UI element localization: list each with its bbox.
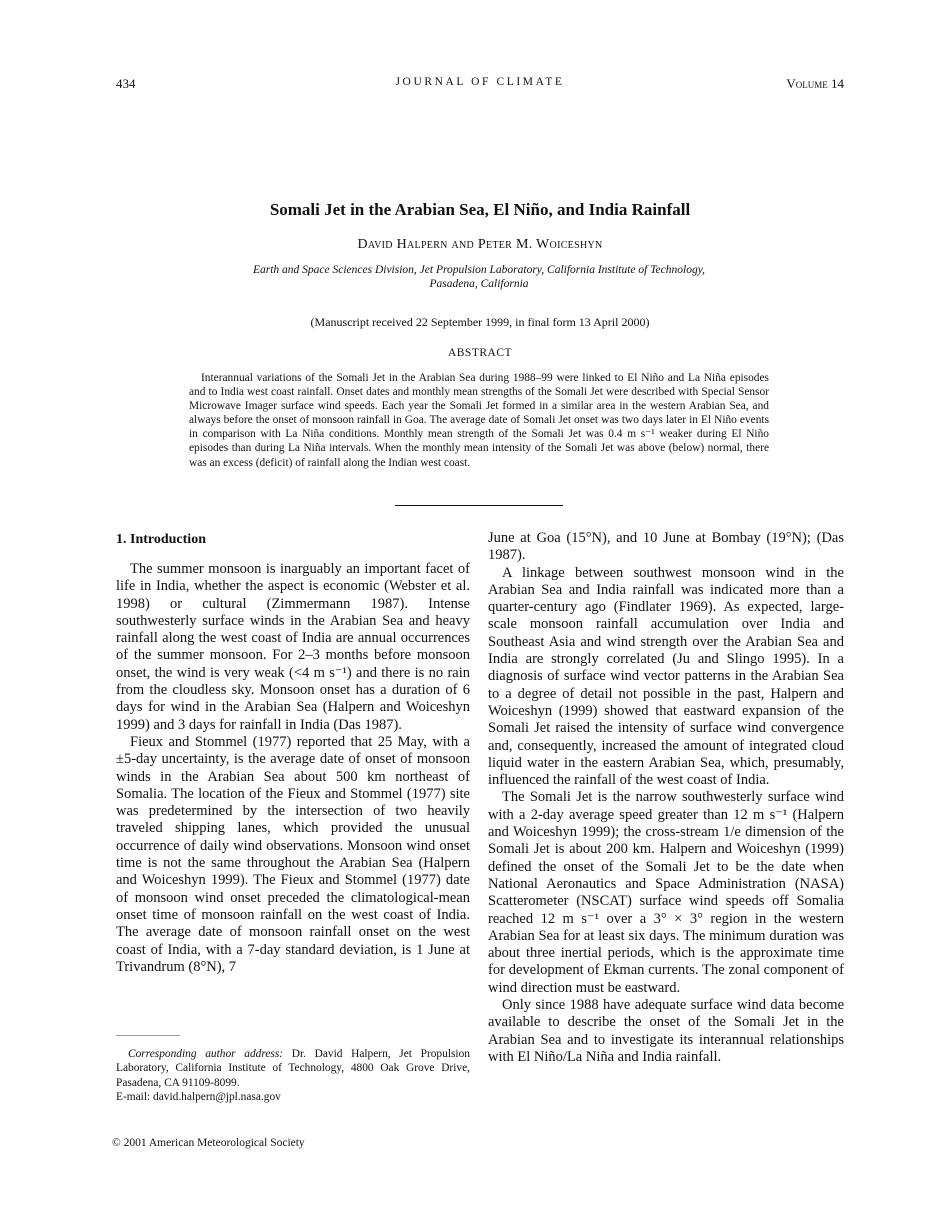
section-divider	[395, 505, 563, 506]
abstract-heading: ABSTRACT	[447, 347, 513, 359]
copyright-notice: © 2001 American Meteorological Society	[112, 1137, 305, 1149]
body-paragraph-continued: June at Goa (15°N), and 10 June at Bombay (19°N); (Das 1987).	[488, 530, 844, 564]
body-paragraph: The summer monsoon is inarguably an important facet of life in India, whether the aspect is economic (Webster et al. 1998) or cultural (Zimmermann 1987). Intense southwesterly surface winds in the Arabian Sea and heavy rainfall along the west coast of India are annual occurrences of the summer monsoon. For 2–3 months before monsoon onset, the wind is very weak (<4 m s⁻¹) and there is no rain from the cloudless sky. Monsoon onset has a duration of 6 days for wind in the Arabian Sea (Halpern and Woiceshyn 1999) and 3 days for rainfall in India (Das 1987).	[116, 561, 470, 733]
corresponding-author-footnote	[116, 1047, 470, 1104]
volume-label: Volume 14	[786, 76, 844, 91]
footnote-email: E-mail: david.halpern@jpl.nasa.gov	[116, 1090, 281, 1103]
page-number: 434	[116, 76, 136, 91]
body-paragraph: A linkage between southwest monsoon wind in the Arabian Sea and India rainfall was indicated more than a quarter-century ago (Findlater 1969). As expected, large-scale monsoon rainfall accumulation over India and Southeast Asia and wind strength over the Arabian Sea and India are strongly correlated (Ju and Slingo 1995). In a diagnosis of surface wind vector patterns in the Arabian Sea to a degree of detail not possible in the past, Halpern and Woiceshyn (1999) showed that eastward expansion of the Somali Jet raised the intensity of surface wind convergence and, consequently, increased the amount of integrated cloud liquid water in the eastern Arabian Sea, which, presumably, influenced the rainfall of the west coast of India.	[488, 564, 844, 789]
affiliation-line-1: Earth and Space Sciences Division, Jet Propulsion Laboratory, California Institute of Technology,	[252, 264, 706, 276]
manuscript-dates: (Manuscript received 22 September 1999, in final form 13 April 2000)	[310, 315, 650, 329]
affiliation-line-2: Pasadena, California	[429, 278, 529, 290]
section-heading-introduction: 1. Introduction	[116, 532, 206, 547]
author-list: David Halpern and Peter M. Woiceshyn	[357, 237, 603, 252]
body-paragraph: Fieux and Stommel (1977) reported that 25 May, with a ±5-day uncertainty, is the average date of onset of monsoon winds in the Arabian Sea about 500 km northeast of Somalia. The location of the Fieux and Stommel (1977) site was predetermined by the intersection of two heavily traveled shipping lanes, which provided the unusual occurrence of daily wind observations. Monsoon wind onset time is not the same throughout the Arabian Sea (Halpern and Woiceshyn 1999). The Fieux and Stommel (1977) date of monsoon wind onset preceded the climatological-mean onset time of monsoon rainfall on the west coast of India. The average date of monsoon rainfall onset on the west coast of India, with a 7-day standard deviation, is 1 June at Trivandrum (8°N), 7	[116, 733, 470, 975]
abstract-text: Interannual variations of the Somali Jet in the Arabian Sea during 1988–99 were linked to El Niño and La Niña episodes and to India west coast rainfall. Onset dates and monthly mean strengths of the Somali Jet were described with Special Sensor Microwave Imager surface wind speeds. Each year the Somali Jet formed in a similar area in the western Arabian Sea, and always before the onset of monsoon rainfall in Goa. The average date of Somali Jet onset was two days later in El Niño events in comparison with La Niña conditions. Monthly mean strength of the Somali Jet was 0.4 m s⁻¹ weaker during El Niño episodes than during La Niña intervals. When the monthly mean intensity of the Somali Jet was above (below) normal, there was an excess (deficit) of rainfall along the Indian west coast.	[189, 372, 769, 469]
footnote-divider	[116, 1035, 180, 1036]
footnote-address: Dr. David Halpern, Jet Propulsion Laboratory, California Institute of Technology, 4800 Oak Grove Drive, Pasadena, CA 91109-8099.	[116, 1048, 470, 1089]
body-paragraph: Only since 1988 have adequate surface wind data become available to describe the onset of the Somali Jet in the Arabian Sea and to investigate its interannual relationships with El Niño/La Niña and India rainfall.	[488, 997, 844, 1065]
body-paragraph: The Somali Jet is the narrow southwesterly surface wind with a 2-day average speed greater than 12 m s⁻¹ (Halpern and Woiceshyn 1999); the cross-stream 1/e dimension of the Somali Jet is about 200 km. Halpern and Woiceshyn (1999) defined the onset of the Somali Jet to be the date when National Aeronautics and Space Administration (NASA) Scatterometer (NSCAT) surface wind speeds off Somalia reached 12 m s⁻¹ over a 3° × 3° region in the western Arabian Sea for at least six days. The minimum duration was about three inertial periods, which is the approximate time for development of Ekman currents. The zonal component of wind direction must be eastward.	[488, 789, 844, 996]
paper-title: Somali Jet in the Arabian Sea, El Niño, and India Rainfall	[269, 200, 691, 219]
running-header	[116, 76, 844, 92]
right-column	[488, 530, 844, 1066]
left-column	[116, 531, 470, 976]
affiliation	[200, 263, 758, 291]
footnote-label: Corresponding author address:	[128, 1048, 284, 1060]
journal-name: JOURNAL OF CLIMATE	[395, 76, 565, 88]
